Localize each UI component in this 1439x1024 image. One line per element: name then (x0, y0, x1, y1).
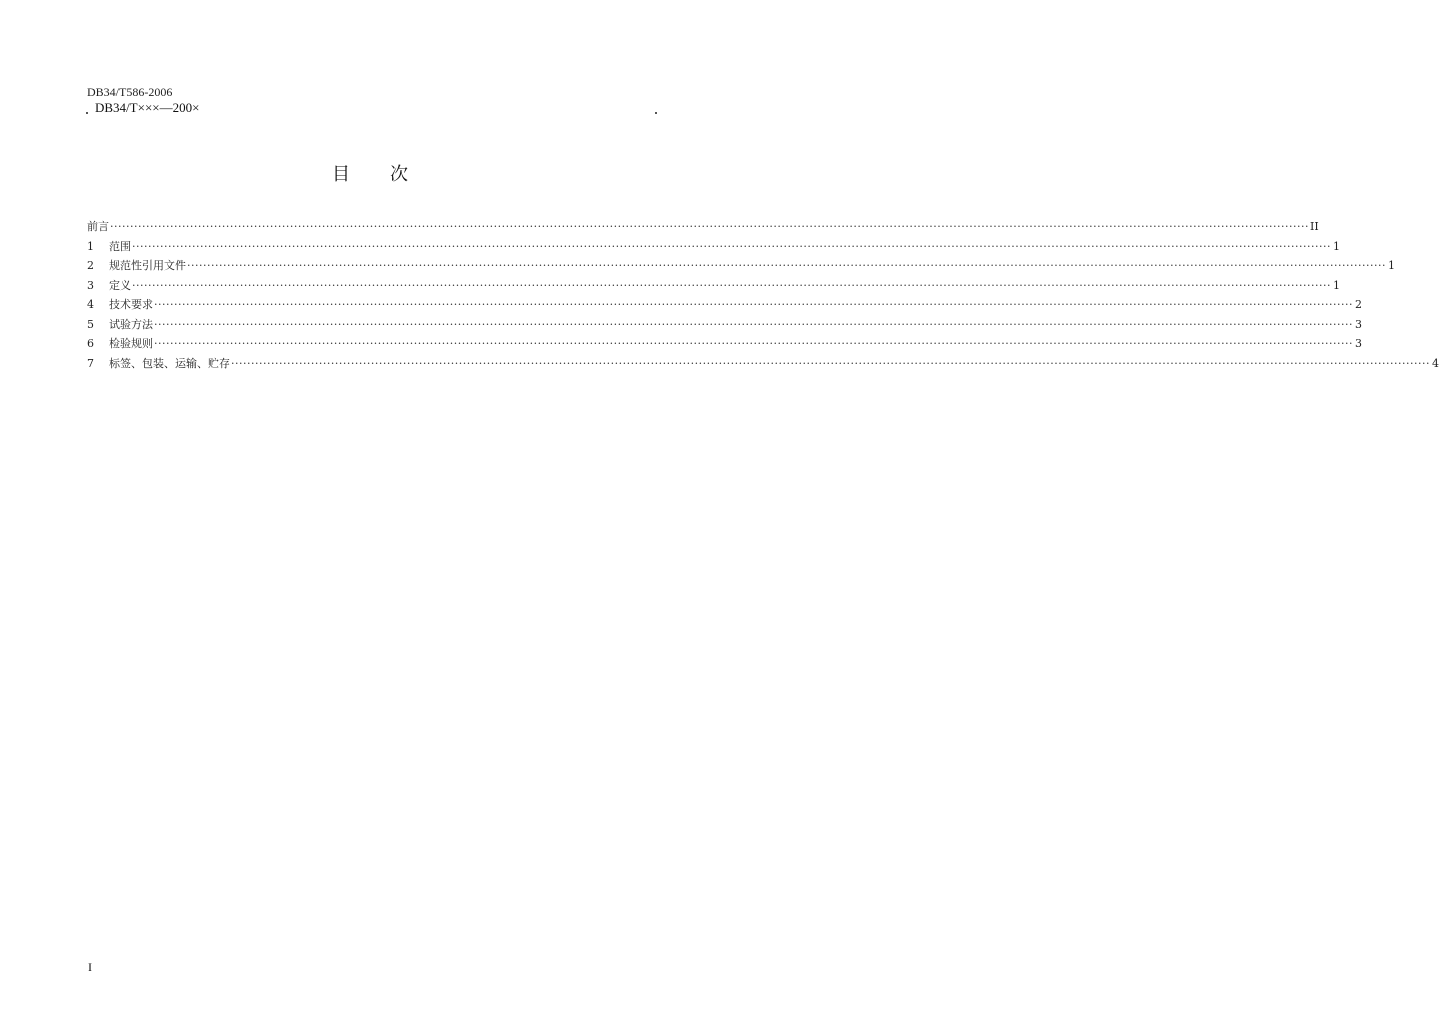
toc-entry-2[interactable] (87, 256, 1395, 276)
header-clipped-code-text: DB34/T586-2006 (87, 85, 173, 99)
toc-entry-page: 2 (1354, 298, 1362, 311)
toc-entry-number: 3 (87, 278, 94, 292)
toc-entry-label: 标签、包装、运输、贮存 (109, 356, 230, 370)
toc-entry-1[interactable] (87, 237, 1340, 257)
toc-entry-label: 前言 (87, 220, 109, 233)
toc-entry-page: 1 (1332, 239, 1340, 253)
header-right-mark (655, 112, 657, 114)
toc-entry-label: 规范性引用文件 (109, 259, 186, 272)
toc-entry-label: 范围 (109, 239, 131, 253)
page-number: I (88, 960, 92, 974)
toc-entry-page: 1 (1332, 278, 1340, 292)
toc-dot-leader: ············································································································································································································································································································ (154, 317, 1353, 331)
toc-dot-leader: ············································································································································································································································································································ (132, 278, 1331, 292)
toc-title-char-1: 目 (332, 164, 350, 185)
toc-entry-label: 技术要求 (109, 298, 153, 311)
toc-title-char-2: 次 (390, 164, 408, 185)
toc-entry-label: 试验方法 (109, 317, 153, 331)
toc-dot-leader: ············································································································································································································································································································ (187, 259, 1386, 272)
toc-entry-page: II (1309, 220, 1319, 233)
toc-entry-6[interactable] (87, 334, 1362, 354)
toc-dot-leader: ············································································································································································································································································································ (154, 298, 1353, 311)
toc-entry-page: 3 (1354, 317, 1362, 331)
toc-entry-label: 定义 (109, 278, 131, 292)
toc-dot-leader: ············································································································································································································································································································ (231, 356, 1430, 370)
header-clipped-code (87, 83, 173, 99)
toc-list (87, 217, 1439, 373)
toc-entry-5[interactable] (87, 315, 1362, 335)
header-left-mark (86, 112, 88, 114)
toc-entry-page: 3 (1354, 337, 1362, 350)
toc-entry-number: 1 (87, 239, 94, 253)
toc-dot-leader: ············································································································································································································································································································ (154, 337, 1353, 350)
toc-entry-label: 检验规则 (109, 337, 153, 350)
toc-entry-number: 7 (87, 356, 94, 370)
toc-entry-foreword[interactable] (87, 217, 1319, 237)
toc-entry-number: 6 (87, 337, 94, 350)
toc-entry-page: 1 (1387, 259, 1395, 272)
toc-entry-number: 5 (87, 317, 94, 331)
toc-entry-7[interactable] (87, 354, 1439, 374)
toc-entry-number: 2 (87, 259, 94, 272)
toc-entry-4[interactable] (87, 295, 1362, 315)
toc-entry-number: 4 (87, 298, 94, 311)
toc-entry-3[interactable] (87, 276, 1340, 296)
toc-dot-leader: ············································································································································································································································································································ (132, 239, 1331, 253)
toc-entry-page: 4 (1431, 356, 1439, 370)
header-standard-code: DB34/T×××—200× (95, 100, 200, 115)
toc-dot-leader: ············································································································································································································································································································ (110, 220, 1309, 233)
